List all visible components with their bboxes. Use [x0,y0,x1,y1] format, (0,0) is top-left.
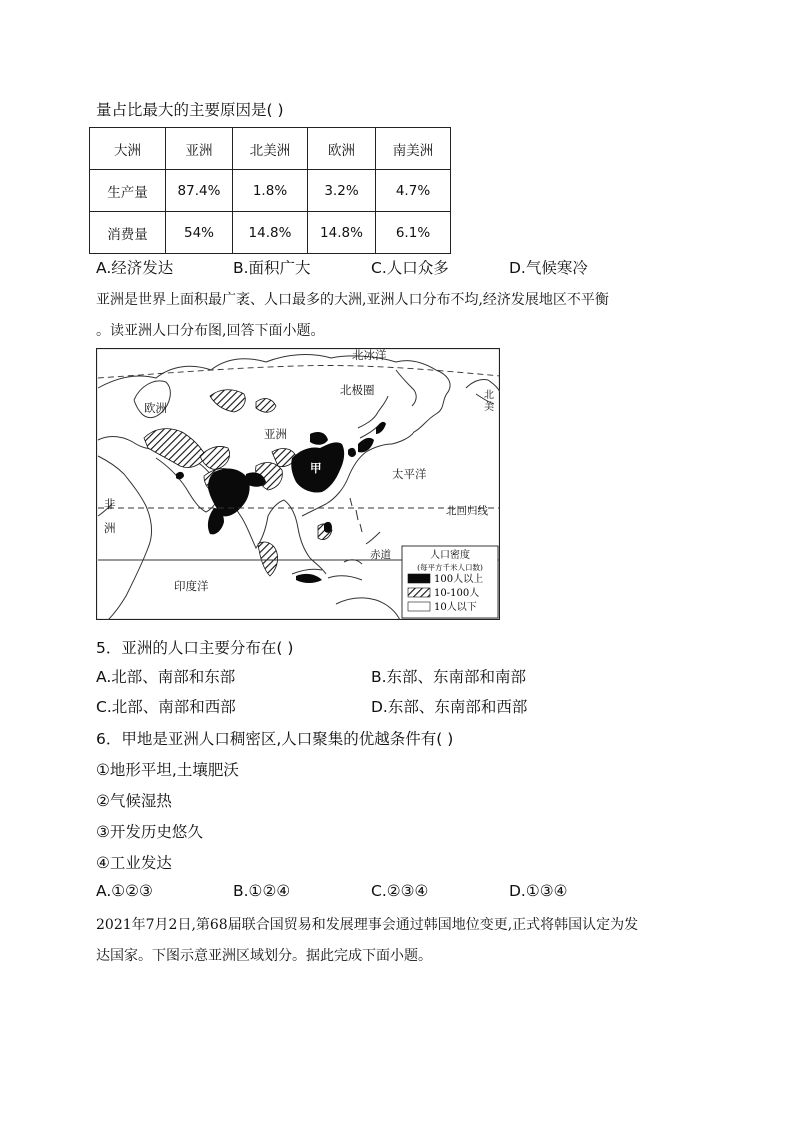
label-tropic: 北回归线 [446,505,488,517]
label-north-america-2: 美 [484,402,494,413]
label-jia: 甲 [310,461,322,475]
q6-stem: 6．甲地是亚洲人口稠密区,人口聚集的优越条件有( ) [96,730,454,748]
label-africa-2: 洲 [104,521,116,535]
label-indian-ocean: 印度洋 [174,579,209,593]
legend-swatch-low [408,602,430,611]
q6-item-2: ②气候湿热 [96,792,172,810]
legend-swatch-medium [408,588,430,597]
legend-label-medium: 10-100人 [434,588,480,599]
table-cell: 4.7% [376,170,451,212]
q4-option-a[interactable]: A.经济发达 [96,259,174,277]
legend-title: 人口密度 [430,550,470,561]
table-header-cell: 南美洲 [376,128,451,170]
legend-subtitle: (每平方千米人口数) [417,563,483,572]
table-cell: 54% [166,212,233,254]
q5-option-c[interactable]: C.北部、南部和西部 [96,698,236,716]
q4-option-c[interactable]: C.人口众多 [371,259,449,277]
table-cell: 1.8% [233,170,308,212]
map-svg [96,348,500,620]
table-cell: 生产量 [90,170,166,212]
q6-item-4: ④工业发达 [96,854,172,872]
label-equator: 赤道 [370,549,391,561]
table-cell: 14.8% [233,212,308,254]
table-row [90,170,451,212]
table-header-cell: 北美洲 [233,128,308,170]
q4-option-b[interactable]: B.面积广大 [233,259,311,277]
passage1-line2: 。读亚洲人口分布图,回答下面小题。 [96,323,325,339]
q5-stem: 5．亚洲的人口主要分布在( ) [96,639,294,657]
table-row [90,212,451,254]
table-cell: 14.8% [308,212,376,254]
legend-swatch-high [408,574,430,583]
q5-option-a[interactable]: A.北部、南部和东部 [96,668,236,686]
label-pacific: 太平洋 [392,467,427,481]
table-header-cell: 亚洲 [166,128,233,170]
table-header-row [90,128,451,170]
q6-option-c[interactable]: C.②③④ [371,882,429,900]
table-cell: 消费量 [90,212,166,254]
label-north-america-1: 北 [484,390,494,401]
production-consumption-table [89,127,451,254]
table-cell: 3.2% [308,170,376,212]
q4-stem: 量占比最大的主要原因是( ) [96,101,284,119]
table-header-cell: 欧洲 [308,128,376,170]
passage1-line1: 亚洲是世界上面积最广袤、人口最多的大洲,亚洲人口分布不均,经济发展地区不平衡 [96,292,609,308]
label-europe: 欧洲 [144,401,167,415]
legend-label-high: 100人以上 [434,574,484,585]
table-header-cell: 大洲 [90,128,166,170]
map-legend [402,546,498,618]
q4-option-d[interactable]: D.气候寒冷 [509,259,588,277]
passage2-line2: 达国家。下图示意亚洲区域划分。据此完成下面小题。 [96,948,432,964]
q5-option-b[interactable]: B.东部、东南部和南部 [371,668,527,686]
table-cell: 87.4% [166,170,233,212]
table-cell: 6.1% [376,212,451,254]
q6-item-3: ③开发历史悠久 [96,823,203,841]
legend-label-low: 10人以下 [434,602,477,613]
q6-option-d[interactable]: D.①③④ [509,882,568,900]
label-asia: 亚洲 [264,427,287,441]
passage2-line1: 2021年7月2日,第68届联合国贸易和发展理事会通过韩国地位变更,正式将韩国认定为发 [96,917,639,933]
q6-item-1: ①地形平坦,土壤肥沃 [96,761,239,779]
label-arctic-circle: 北极圈 [340,383,375,397]
q6-option-b[interactable]: B.①②④ [233,882,291,900]
q6-option-a[interactable]: A.①②③ [96,882,153,900]
label-arctic-ocean: 北冰洋 [352,348,387,362]
q5-option-d[interactable]: D.东部、东南部和西部 [371,698,528,716]
label-africa-1: 非 [104,497,116,511]
asia-population-map [96,348,500,620]
